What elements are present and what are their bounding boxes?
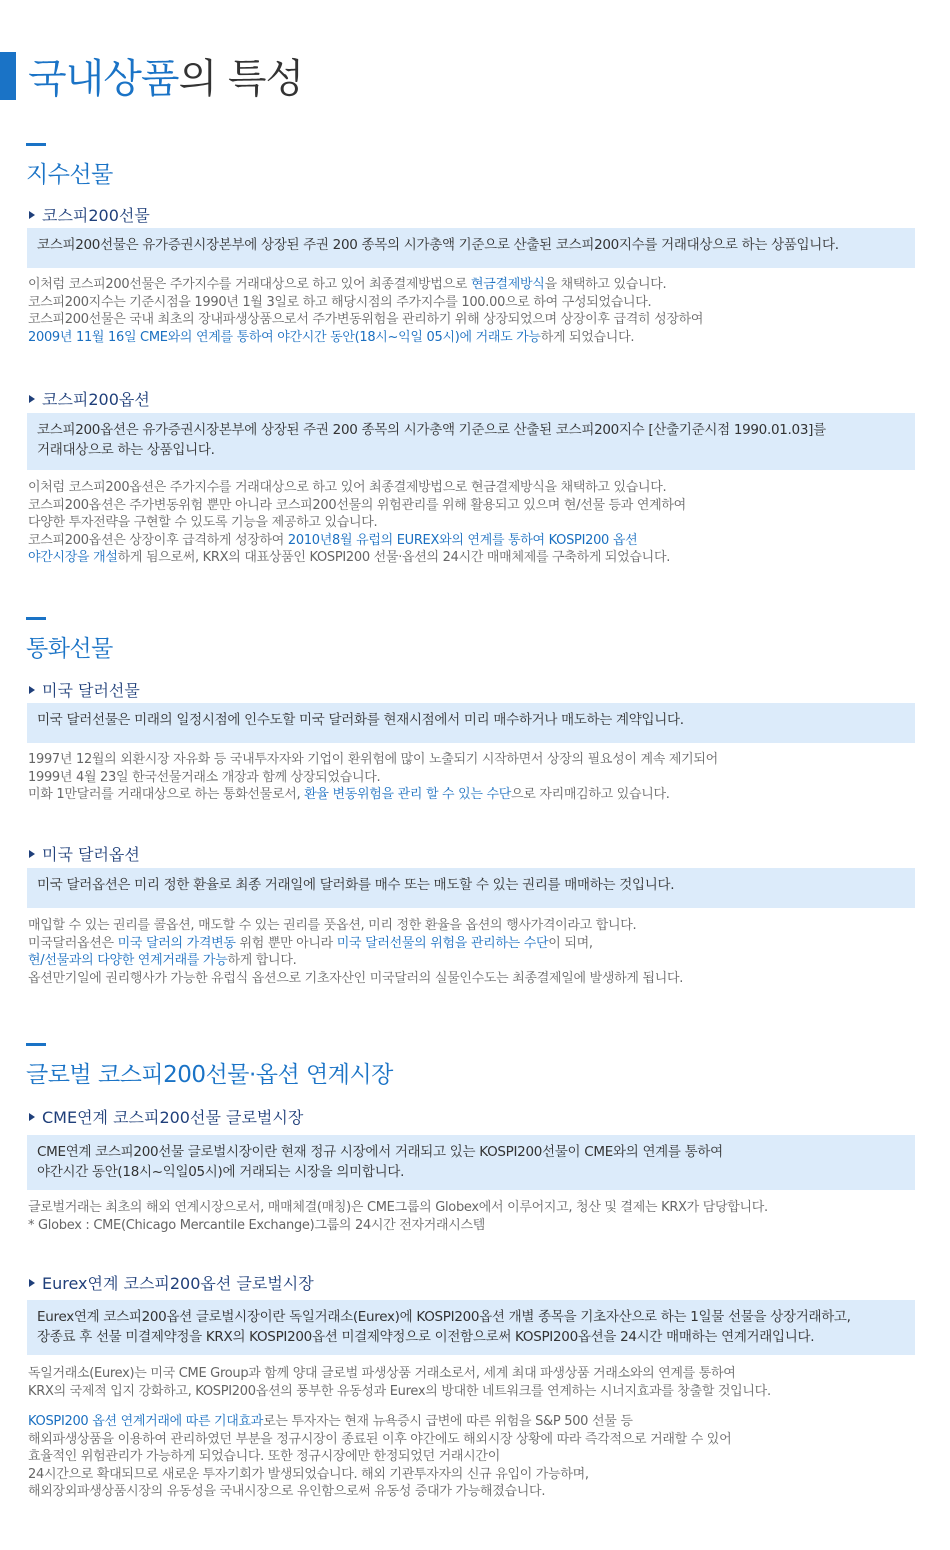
text-run: 매입할 수 있는 권리를 콜옵션, 매도할 수 있는 권리를 풋옵션, 미리 정한 환율을 옵션의 행사가격이라고 합니다. — [28, 918, 637, 933]
description-paragraph — [28, 1413, 918, 1501]
definition-line: CME연계 코스피200선물 글로벌시장이란 현재 정규 시장에서 거래되고 있는 KOSPI200선물이 CME와의 연계를 통하여 — [37, 1144, 723, 1160]
paragraph-line — [28, 497, 918, 515]
text-run: 하게 합니다. — [227, 953, 297, 968]
paragraph-line — [28, 1466, 918, 1484]
subsection-heading-text: Eurex연계 코스피200옵션 글로벌시장 — [42, 1274, 314, 1293]
paragraph-line — [28, 769, 918, 787]
definition-line: Eurex연계 코스피200옵션 글로벌시장이란 독일거래소(Eurex)에 KOSPI200옵션 개별 종목을 기초자산으로 하는 1일물 선물을 상장거래하고, — [37, 1309, 851, 1325]
text-run: 독일거래소(Eurex)는 미국 CME Group과 함께 양대 글로벌 파생상품 거래소로서, 세계 최대 파생상품 거래소와의 연계를 통하여 — [28, 1366, 736, 1381]
highlight-text: 2010년8월 유럽의 EUREX와의 연계를 통하여 KOSPI200 옵션 — [287, 532, 638, 548]
highlight-text: 미국 달러선물의 위험을 관리하는 수단 — [336, 935, 549, 951]
text-run: 코스피200선물은 국내 최초의 장내파생상품으로서 주가변동위험을 관리하기 위해 상장되었으며 상장이후 급격히 성장하여 — [28, 312, 704, 327]
paragraph-line — [28, 935, 918, 953]
page-title-rest: 의 특성 — [178, 56, 304, 102]
text-run: 미국달러옵션은 — [28, 935, 118, 951]
subsection-heading — [29, 387, 150, 410]
page-title-accent: 국내상품 — [28, 56, 179, 102]
definition-box — [27, 228, 915, 268]
page-title — [0, 48, 303, 103]
paragraph-line — [28, 1365, 918, 1383]
subsection-heading-text: 코스피200옵션 — [42, 390, 150, 409]
text-run: KRX의 국제적 입지 강화하고, KOSPI200옵션의 풍부한 유동성과 Eurex의 방대한 네트워크를 연계하는 시너지효과를 창출할 것입니다. — [28, 1383, 771, 1399]
page-title-text — [28, 47, 303, 104]
triangle-bullet-icon — [29, 1113, 35, 1121]
section-dash — [26, 143, 46, 146]
subsection-heading — [29, 1105, 303, 1128]
text-run: 해외장외파생상품시장의 유동성을 국내시장으로 유인함으로써 유동성 증대가 가능해졌습니다. — [28, 1484, 546, 1499]
description-paragraph — [28, 1199, 918, 1234]
triangle-bullet-icon — [29, 395, 35, 403]
definition-box — [27, 703, 915, 743]
text-run: 글로벌거래는 최초의 해외 연계시장으로서, 매매체결(매칭)은 CME그룹의 Globex에서 이루어지고, 청산 및 결제는 KRX가 담당합니다. — [28, 1200, 768, 1215]
text-run: 다양한 투자전략을 구현할 수 있도록 기능을 제공하고 있습니다. — [28, 515, 378, 530]
text-run: 로는 투자자는 현재 뉴욕증시 급변에 따른 위험을 S&P 500 선물 등 — [263, 1414, 633, 1429]
paragraph-line — [28, 751, 918, 769]
paragraph-line — [28, 1448, 918, 1466]
highlight-text: 2009년 11월 16일 CME와의 연계를 통하여 야간시간 동안(18시~익일 05시)에 거래도 가능 — [28, 329, 541, 345]
triangle-bullet-icon — [29, 686, 35, 694]
paragraph-line — [28, 1217, 918, 1235]
paragraph-line — [28, 532, 918, 550]
description-paragraph — [28, 1365, 918, 1400]
section-heading-text: 지수선물 — [26, 162, 113, 188]
triangle-bullet-icon — [29, 211, 35, 219]
text-run: 1999년 4월 23일 한국선물거래소 개장과 함께 상장되었습니다. — [28, 769, 381, 785]
paragraph-line — [28, 311, 918, 329]
subsection-heading-text: CME연계 코스피200선물 글로벌시장 — [42, 1108, 304, 1127]
paragraph-line — [28, 329, 918, 347]
paragraph-line — [28, 1483, 918, 1501]
description-paragraph — [28, 751, 918, 804]
text-run: 1997년 12월의 외환시장 자유화 등 국내투자자와 기업이 환위험에 많이 노출되기 시작하면서 상장의 필요성이 계속 제기되어 — [28, 752, 718, 767]
text-run: * Globex : CME(Chicago Mercantile Exchange)그룹의 24시간 전자거래시스템 — [28, 1217, 486, 1233]
triangle-bullet-icon — [29, 850, 35, 858]
text-run: 코스피200옵션은 상장이후 급격하게 성장하여 — [28, 532, 288, 548]
highlight-text: 현금결제방식 — [471, 277, 545, 292]
definition-line: 미국 달러선물은 미래의 일정시점에 인수도할 미국 달러화를 현재시점에서 미리 매수하거나 매도하는 계약입니다. — [37, 712, 684, 728]
description-paragraph — [28, 917, 918, 987]
subsection-heading — [29, 203, 150, 226]
definition-line: 거래대상으로 하는 상품입니다. — [37, 442, 215, 458]
subsection-heading — [29, 678, 140, 701]
text-run: 코스피200옵션은 주가변동위험 뿐만 아니라 코스피200선물의 위험관리를 위해 활용되고 있으며 현/선물 등과 연계하여 — [28, 497, 686, 513]
text-run: 을 채택하고 있습니다. — [544, 277, 667, 292]
highlight-text: 환율 변동위험을 관리 할 수 있는 수단 — [304, 787, 512, 802]
text-run: 이 되며, — [548, 935, 593, 951]
subsection-heading — [29, 1271, 314, 1294]
text-run: 효율적인 위험관리가 가능하게 되었습니다. 또한 정규시장에만 한정되었던 거래시간이 — [28, 1449, 500, 1464]
highlight-text: 미국 달러의 가격변동 — [117, 935, 236, 951]
section-dash — [26, 1043, 46, 1046]
text-run: 이처럼 코스피200옵션은 주가지수를 거래대상으로 하고 있어 최종결제방법으로 현금결제방식을 채택하고 있습니다. — [28, 480, 667, 495]
paragraph-line — [28, 786, 918, 804]
text-run: 24시간으로 확대되므로 새로운 투자기회가 발생되었습니다. 해외 기관투자자의 신규 유입이 가능하며, — [28, 1466, 589, 1482]
paragraph-line — [28, 514, 918, 532]
text-run: 으로 자리매김하고 있습니다. — [511, 787, 670, 802]
section-heading — [26, 143, 113, 189]
section-heading — [26, 1043, 393, 1089]
section-heading — [26, 617, 113, 663]
paragraph-line — [28, 549, 918, 567]
description-paragraph — [28, 276, 918, 346]
text-run: 이처럼 코스피200선물은 주가지수를 거래대상으로 하고 있어 최종결제방법으로 — [28, 277, 471, 292]
paragraph-line — [28, 276, 918, 294]
subsection-heading — [29, 842, 140, 865]
paragraph-line — [28, 1431, 918, 1449]
definition-box — [27, 1135, 915, 1190]
subsection-heading-text: 코스피200선물 — [42, 206, 150, 225]
paragraph-line — [28, 294, 918, 312]
paragraph-line — [28, 1413, 918, 1431]
text-run: 하게 됨으로써, KRX의 대표상품인 KOSPI200 선물·옵션의 24시간 매매체제를 구축하게 되었습니다. — [117, 550, 671, 565]
text-run: 해외파생상품을 이용하여 관리하였던 부분을 정규시장이 종료된 이후 야간에도 해외시장 상황에 따라 즉각적으로 거래할 수 있어 — [28, 1431, 732, 1447]
definition-line: 코스피200옵션은 유가증권시장본부에 상장된 주권 200 종목의 시가총액 기준으로 산출된 코스피200지수 [산출기준시점 1990.01.03]를 — [37, 422, 826, 438]
section-heading-text: 통화선물 — [26, 636, 113, 662]
paragraph-line — [28, 1199, 918, 1217]
definition-box — [27, 413, 915, 470]
definition-line: 야간시간 동안(18시~익일05시)에 거래되는 시장을 의미합니다. — [37, 1164, 405, 1180]
text-run: 위험 뿐만 아니라 — [235, 935, 337, 951]
subsection-heading-text: 미국 달러선물 — [42, 681, 140, 700]
definition-line: 장종료 후 선물 미결제약정을 KRX의 KOSPI200옵션 미결제약정으로 이전함으로써 KOSPI200옵션을 24시간 매매하는 연계거래입니다. — [37, 1329, 815, 1345]
definition-line: 코스피200선물은 유가증권시장본부에 상장된 주권 200 종목의 시가총액 기준으로 산출된 코스피200지수를 거래대상으로 하는 상품입니다. — [37, 237, 839, 253]
paragraph-line — [28, 952, 918, 970]
highlight-text: 현/선물과의 다양한 연계거래를 가능 — [28, 953, 228, 968]
definition-box — [27, 868, 915, 908]
section-dash — [26, 617, 46, 620]
paragraph-line — [28, 970, 918, 988]
definition-box — [27, 1300, 915, 1355]
paragraph-line — [28, 917, 918, 935]
title-accent-bar — [0, 52, 16, 100]
subsection-heading-text: 미국 달러옵션 — [42, 845, 140, 864]
highlight-text: 야간시장을 개설 — [28, 550, 118, 565]
section-heading-text: 글로벌 코스피200선물·옵션 연계시장 — [26, 1062, 393, 1088]
triangle-bullet-icon — [29, 1279, 35, 1287]
text-run: 코스피200지수는 기준시점을 1990년 1월 3일로 하고 해당시점의 주가지수를 100.00으로 하여 구성되었습니다. — [28, 294, 652, 310]
definition-line: 미국 달러옵션은 미리 정한 환율로 최종 거래일에 달러화를 매수 또는 매도할 수 있는 권리를 매매하는 것입니다. — [37, 877, 675, 893]
description-paragraph — [28, 479, 918, 567]
text-run: 미화 1만달러를 거래대상으로 하는 통화선물로서, — [28, 787, 305, 802]
text-run: 옵션만기일에 권리행사가 가능한 유럽식 옵션으로 기초자산인 미국달러의 실물인수도는 최종결제일에 발생하게 됩니다. — [28, 970, 684, 986]
paragraph-line — [28, 479, 918, 497]
text-run: 하게 되었습니다. — [540, 329, 635, 345]
paragraph-line — [28, 1383, 918, 1401]
highlight-text: KOSPI200 옵션 연계거래에 따른 기대효과 — [28, 1414, 264, 1429]
